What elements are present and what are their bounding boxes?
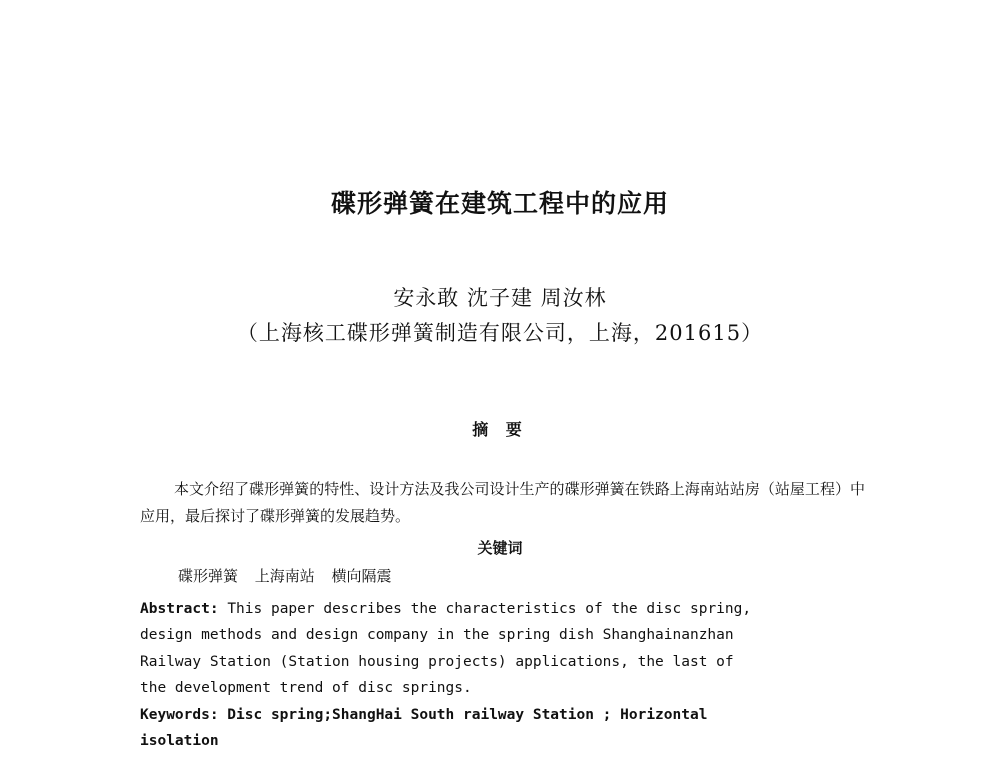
keywords-english-line: isolation (140, 733, 219, 750)
author-affiliation: （上海核工碟形弹簧制造有限公司，上海，201615） (236, 321, 764, 345)
abstract-english-line: the development trend of disc springs. (140, 680, 472, 697)
abstract-english-label: Abstract: (140, 601, 219, 617)
keywords-english (140, 702, 864, 755)
paper-title: 碟形弹簧在建筑工程中的应用 (330, 189, 669, 218)
author-list: 安永敢 沈子建 周汝林 (393, 286, 607, 310)
abstract-heading: 摘 要 (472, 420, 528, 439)
abstract-english-line: design methods and design company in the spring dish Shanghainanzhan (140, 627, 734, 644)
keywords-heading: 关键词 (477, 539, 523, 557)
abstract-english-text: This paper describes the characteristics of the disc spring, (227, 601, 752, 617)
keywords-english-line: Keywords: Disc spring;ShangHai South railway Station ; Horizontal (140, 707, 708, 723)
abstract-english-line: Railway Station (Station housing projects) applications, the last of (140, 653, 734, 670)
abstract-english-line (140, 596, 864, 622)
abstract-chinese: 本文介绍了碟形弹簧的特性、设计方法及我公司设计生产的碟形弹簧在铁路上海南站站房（站屋工程）中应用，最后探讨了碟形弹簧的发展趋势。 (140, 480, 865, 525)
abstract-english (140, 596, 864, 702)
keywords-chinese: 碟形弹簧 上海南站 横向隔震 (178, 567, 392, 585)
